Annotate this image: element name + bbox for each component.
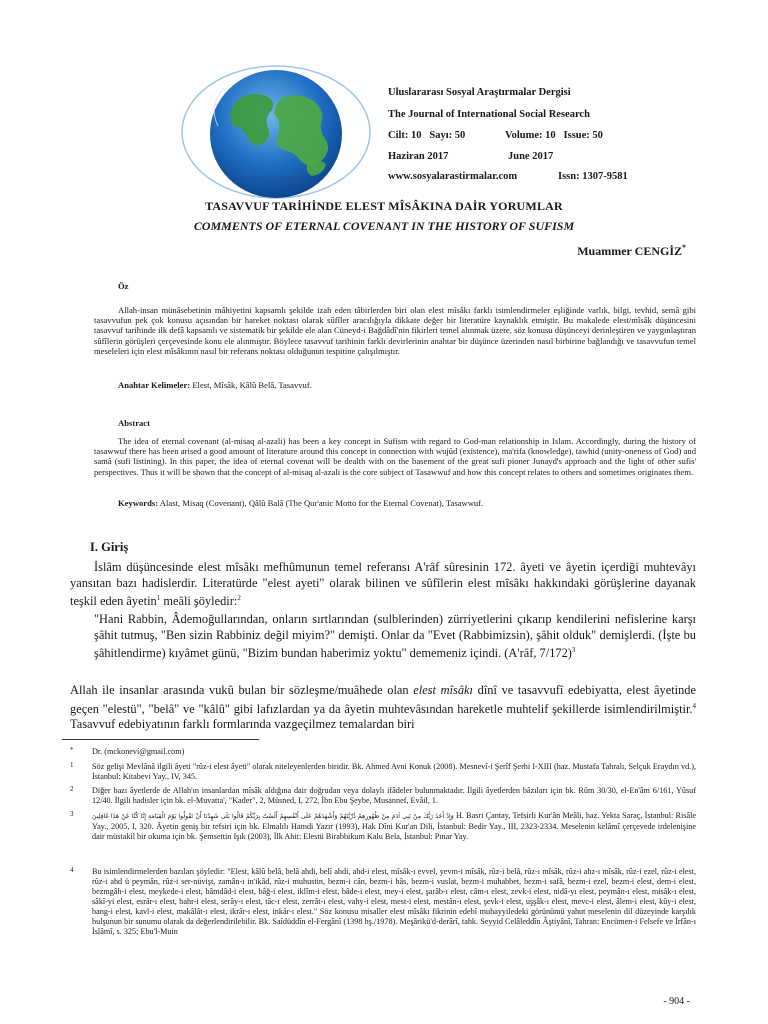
intro-p2-c: Tasavvuf edebiyatının farklı formlarında vazgeçilmez temalardan biri — [70, 717, 415, 732]
website-link[interactable]: www.sosyalarastirmalar.com — [388, 171, 518, 182]
section-heading: I. Giriş — [90, 540, 129, 554]
footnote-text: Bu isimlendirmelerden bazıları şöyledir: "Elest, kâlû belâ, belâ ahdi, belî ahdi, ahd-i elest, mîsâk-ı evvel, yevm-i mîsâk, rûz-i belâ, rûz-ı mîsâk, rûz-i ahz-ı mîsâk, rûz-i ezel, rûz-i elest, rûz-i ahd ü peymân, rûz-i ser-nüvişt, zamân-ı in'ikâd, rûz-i muhustin, bezm-i cân, bezm-i hâs, bezm-i vuslat, bezm-i muhabbet, bezm-i safâ, bezm-i ezel, bezm-i elest, dem-i elest, bezmgâh-i elest, meykede-i elest, bâmdâd-i elest, bâğ-i elest, iklîm-i elest, bâde-i elest, mey-i elest, şarâb-ı elest, câm-ı elest, zevk-i elest, nidâ-yı elest, peymân-ı elest, misâk-ı elest, sâkî-yi elest, esrâr-ı elest, bahr-i elest, serây-ı elest, tâc-ı elest, zerrât-ı elest, vahy-i elest, mest-i elest, mestân-ı elest, şevk-i elest, uşşâk-ı elest, mevc-i elest, âlem-i elest, kûy-i elest, bang-i elest, kavl-i elest, makâlât-ı elest, ikrâr-ı elest, inkâr-ı elest." Söz konusu misaller elest mîsâkı fikrinin edebî muhayyiledeki görünümü yahut meselenin dil düzeyinde karşılık bulşunun bir sunumu olarak da değerlendirilebilir. Bk. Saîdüddîn el-Fergânî (1398 hş./1978). Meşârikü'd-derârî, tahk. Seyyid Celâleddîn Âştiyânî, Tahran: Encümen-i Felsefe ve İrfân-ı İslâmî, s. 325; Ebu'l-Muin — [92, 867, 696, 936]
journal-logo-globe — [178, 62, 374, 202]
footnote-ref-1[interactable]: 1 — [156, 594, 161, 603]
author-footnote-mark[interactable]: * — [682, 243, 686, 252]
footnote-text: Dr. (mckoneví@gmail.com) — [92, 747, 185, 756]
footnote-text — [92, 811, 696, 842]
issue-tr: Sayı: 50 — [429, 130, 466, 141]
intro-p1-text: İslâm düşüncesinde elest mîsâkı mefhûmunun temel referansı A'râf sûresinin 172. âyeti ve âyetin içerdiği muhtevâyı yansıtan bazı hadislerdir. Literatürde "elest ayeti" olarak bilinen ve sûfîlerin elest mîsâkı hakkındaki görüşlerine dayanak teşkil eden âyetin — [70, 560, 696, 609]
footnote-ref-4[interactable]: 4 — [692, 701, 696, 710]
abstract-heading: Abstract — [118, 418, 150, 428]
page-number: - 904 - — [663, 996, 690, 1007]
oz-keywords — [118, 380, 312, 390]
article-title-en: COMMENTS OF ETERNAL COVENANT IN THE HISTORY OF SUFISM — [193, 219, 575, 233]
quote-block — [94, 612, 696, 662]
volume-issue-line — [388, 129, 465, 142]
author-name — [577, 243, 686, 259]
intro-p2-b: dînî ve tasavvufî edebiyatta, elest âyetinde geçen "elestü", "belâ" ve "kâlû" gibi lafızlardan ya da âyetin muhtevâsından hareketle muhtelif şekillerde isimlendirilmiştir. — [70, 683, 696, 716]
footnote-ref-3[interactable]: 3 — [571, 646, 576, 655]
footnote-mark: * — [70, 746, 74, 754]
author-name-text: Muammer CENGİZ — [577, 244, 682, 258]
journal-name-tr: Uluslararası Sosyal Araştırmalar Dergisi — [388, 87, 571, 98]
oz-keywords-label: Anahtar Kelimeler: — [118, 380, 191, 390]
intro-p1-tail: meâli şöyledir: — [160, 594, 238, 609]
date-tr: Haziran 2017 — [388, 151, 449, 162]
footnote-arabic: وَإِذْ أَخَذَ رَبُّكَ مِنْ بَنِي آدَمَ مِنْ ظُهُورِهِمْ ذُرِّيَّتَهُمْ وَأَشْهَدَهُمْ عَلَى أَنْفُسِهِمْ أَلَسْتُ بِرَبِّكُمْ قَالُوا بَلَى شَهِدْنَا أَنْ تَقُولُوا يَوْمَ الْقِيَامَةِ إِنَّا كُنَّا عَنْ هَذَا غَافِلِينَ — [92, 813, 454, 820]
intro-p2-a: Allah ile insanlar arasında vukû bulan bir sözleşme/muâhede olan — [70, 683, 414, 697]
intro-paragraph-1 — [70, 560, 696, 610]
footnote-divider — [62, 739, 259, 740]
footnote-text: Söz gelişi Mevlânâ ilgili âyeti "rûz-i elest âyeti" olarak niteleyenlerden biridir. Bk. Ahmed Avni Konuk (2008). Mesnevî-i Şerîf Şerhi I-XIII (haz. Mustafa Tahralı, Selçuk Eraydın vd.), İstanbul: Kitabevi Yay., IV, 345. — [92, 762, 696, 781]
volume-issue-en-line — [505, 129, 603, 142]
footnote-text: Diğer bazı âyetlerde de Allah'ın insanlardan mîsâk aldığına dair doğrudan veya dolaylı ifâdeler bulunmaktadır. İlgili âyetlerden bâzıları için bk. Rûm 30/30, el-En'âm 6/161, Yûsuf 12/40. İlgili hadisler için bk. el-Muvatta', "Kader", 2, Müsned, I, 272, İbn Ebu Şeybe, Musannef, Evâil, 1. — [92, 786, 696, 805]
volume-en: Volume: 10 — [505, 130, 556, 141]
footnote-mark: 4 — [70, 866, 74, 874]
oz-keywords-value: Elest, Mîsâk, Kâlû Belâ, Tasavvuf. — [192, 380, 312, 390]
abstract-text: The idea of eternal covenant (al-misaq al-azali) has been a key concept in Sufism with regard to God-man relationship in Islam. Accordingly, during the history of tasawwuf there has been arised a good amount of literature around this concept in connection with wujûd (existence), ma'rifa (knowledge), tawhid (unity-oneness of God) and samâ (sufi listining). In this paper, the idea of eternal covenat will be dealth with on the basement of the great sufi pioner Junayd's approach and the light of other sufis' perspectives. Thus it will be shown that the concept of al-misaq al-azali is the core subject of Tasawwuf and how this concept relates to others and sometimes originates them. — [94, 436, 696, 477]
article-title-tr: TASAVVUF TARİHİNDE ELEST MÎSÂKINA DAİR YORUMLAR — [205, 199, 563, 213]
footnote-ref-2[interactable]: 2 — [237, 594, 241, 603]
intro-p2-italic: elest mîsâkı — [413, 683, 473, 697]
oz-text: Allah-insan münâsebetinin mâhiyetini kapsamlı şekilde izah eden tâbirlerden biri olan elest mîsâkı farklı isimlendirmeler eşliğinde varlık, bilgi, tevhid, semâ gibi tasavvufun pek çok konusu açısından bir hareket noktası olarak sûfîler aracılığıyla dikkate değer bir literatüre kaynaklık etmiştir. Bu makalede elest/mîsâk düşüncesini tasavvuf tarihinde ilk defâ kapsamlı ve sistematik bir şekilde ele alan Cüneyd-i Bağdâdî'nin fikirleri temel alınmak üzere, söz konusu düşünceyi derinleştiren ve yaygınlaştıran sûfîlerin görüşleri çerçevesinde konu ele alınmıştır. Böylece tasavvuf tarihinin farklı devirlerinin anahtar bir düşünce üzerinden nasıl birbirine bağlandığı ve tasavvufun temel meseleleri için elest mîsâkının nasıl bir referans noktası olduğunun tespitine çalışılmıştır. — [94, 305, 696, 356]
footnote-mark: 3 — [70, 810, 74, 818]
volume-tr: Cilt: 10 — [388, 130, 422, 141]
quote-text: "Hani Rabbin, Âdemoğullarından, onların sırtlarından (sulblerinden) zürriyetlerini çıkarıp kendilerini nefislerine karşı şâhit tutmuş, "Ben sizin Rabbiniz değil miyim?" demişti. Onlar da "Evet (Rabbimizsin), şâhit olduk" demişlerdi. (İşte bu şâhitlendirme) kıyâmet günü, "Bizim bundan haberimiz yoktu" dememeniz içindi. (A'râf, 7/172) — [94, 612, 696, 661]
issue-en: Issue: 50 — [563, 130, 603, 141]
journal-name-en: The Journal of International Social Research — [388, 109, 590, 120]
footnote-mark: 2 — [70, 785, 74, 793]
abstract-keywords-label: Keywords: — [118, 498, 159, 508]
footnote-mark: 1 — [70, 761, 74, 769]
abstract-keywords-value: Alast, Misaq (Covenant), Qâlû Balâ (The Qur'anic Motto for the Eternal Covenat), Tasawwuf. — [159, 498, 484, 508]
footnote-3-text: H. Basri Çantay, Tefsirli Kur'ân Meâli, haz. Yekta Saraç, İstanbul: Risâle Yay., 2005, I, 320. Âyetin geniş bir tefsiri için bk. Elmalılı Hamdi Yazır (1993), Hak Dîni Kur'an Dili, İstanbul: Bedir Yay., III, 2323-2334. Meselenin kelâmî çerçevede irdelenişine dair müstakil bir okuma için bk. Şemsettin Işık (2003), İlk Ahit: Elestü Birabbikum Kalu Bela, İstanbul: Pınar Yay. — [92, 811, 697, 841]
issn: Issn: 1307-9581 — [558, 171, 628, 182]
abstract-keywords — [118, 498, 483, 508]
date-en: June 2017 — [508, 151, 554, 162]
intro-paragraph-2 — [70, 683, 696, 733]
oz-heading: Öz — [118, 281, 129, 291]
